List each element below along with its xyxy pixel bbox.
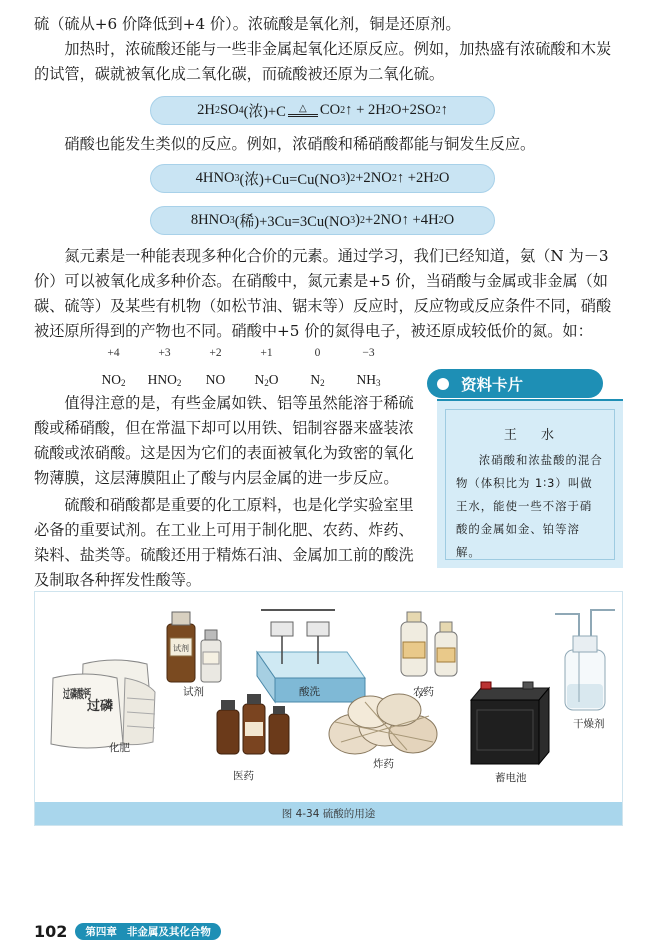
label-desiccant: 干燥剂: [573, 718, 605, 730]
battery-icon: [471, 682, 549, 764]
page-footer: [34, 921, 221, 941]
figure-sulfuric-acid-uses: [34, 591, 623, 826]
equation-dilute-nitric: 8HNO 3 (稀)+3Cu=3Cu(NO 3 ) 2 +2NO↑ +4H 2 O: [150, 206, 495, 235]
paragraph-3: 硝酸也能发生类似的反应。例如，浓硝酸和稀硝酸都能与铜发生反应。: [64, 135, 536, 153]
info-card-text: 浓硝酸和浓盐酸的混合物（体积比为 1∶3）叫做王水，能使一些不溶于硝酸的金属如金、铂等溶解。: [456, 453, 603, 559]
page-number: 102: [34, 921, 68, 941]
ox-n2o: +1 $N_2O$: [254, 347, 279, 388]
label-explosive: 炸药: [373, 758, 394, 770]
oxidation-state-row: [88, 347, 408, 388]
svg-text:过磷: 过磷: [87, 699, 114, 714]
equation-carbon: 2H 2 SO 4 (浓)+C △ CO 2 ↑ + 2H 2 O+2SO 2 ↑: [150, 96, 495, 125]
drying-bottle-icon: [555, 610, 615, 710]
heat-symbol: △: [299, 103, 307, 114]
info-card-header: 资料卡片: [427, 369, 603, 398]
equation-conc-nitric: 4HNO 3 (浓)+Cu=Cu(NO 3 ) 2 +2NO 2 ↑ +2H 2 O: [150, 164, 495, 193]
label-reagent: 试剂: [183, 686, 204, 698]
label-medicine: 医药: [233, 770, 254, 782]
figure-caption: 图 4-34 硫酸的用途: [35, 802, 622, 825]
pesticide-bottles-icon: [401, 612, 457, 676]
svg-text:过磷酸钙: 过磷酸钙: [63, 687, 112, 701]
bullet-icon: [437, 378, 449, 390]
reagent-bottles-icon: [167, 612, 221, 682]
chapter-pill: [75, 923, 221, 940]
chapter-number: 第四章: [85, 925, 117, 938]
paragraph-1: 硫（硫从+6 价降低到+4 价）。浓硫酸是氧化剂，铜是还原剂。: [34, 15, 461, 33]
paragraph-2: 加热时，浓硫酸还能与一些非金属起氧化还原反应。例如，加热盛有浓硫酸和木炭的试管，碳就被氧化成二氧化碳，而硫酸被还原为二氧化硫。: [34, 40, 612, 83]
info-card-title: 王 水: [503, 428, 565, 443]
fertilizer-bags-icon: [51, 660, 155, 748]
ox-no2: +4 $NO_2$: [101, 347, 126, 388]
medicine-bottles-icon: [217, 694, 289, 754]
ox-nh3: −3 $NH_3$: [356, 347, 381, 388]
ox-n2: 0 $N_2$: [310, 347, 325, 388]
ox-hno2: +3 $HNO_2$: [147, 347, 182, 388]
label-pesticide: 农药: [413, 686, 434, 698]
paragraph-5: 值得注意的是，有些金属如铁、铝等虽然能溶于稀硫酸或稀硝酸，但在常温下却可以用铁、铝制容器来盛装浓硫酸或浓硝酸。这是因为它们的表面被氧化为致密的氧化物薄膜，这层薄膜阻止了酸与内层金属的进一步反应。: [34, 394, 414, 487]
ox-no: +2 NO: [205, 347, 226, 387]
label-fertilizer: 化肥: [109, 742, 130, 754]
figure-illustration: [35, 592, 624, 804]
label-battery: 蓄电池: [495, 772, 527, 784]
paragraph-6: 硫酸和硝酸都是重要的化工原料，也是化学实验室里必备的重要试剂。在工业上可用于制化肥、农药、炸药、染料、盐类等。硫酸还用于精炼石油、金属加工前的酸洗及制取各种挥发性酸等。: [34, 496, 414, 589]
chapter-title: 非金属及其化合物: [126, 925, 211, 938]
info-card-body: [437, 399, 623, 568]
svg-text:试剂: 试剂: [173, 644, 189, 653]
info-card: [427, 369, 623, 568]
paragraph-4: 氮元素是一种能表现多种化合价的元素。通过学习，我们已经知道，氨（N 为－3 价）可以被氧化成多种价态。在硝酸中，氮元素是+5 价，当硝酸与金属或非金属（如碳、硫等）及某些有机物（如松节油、锯末等）反应时，反应物或反应条件不同，硝酸被还原所得到的产物也不同。硝酸中+5 价的氮得电子，被还原成较低价的氮。如：: [34, 247, 612, 340]
label-pickling: 酸洗: [299, 686, 320, 698]
